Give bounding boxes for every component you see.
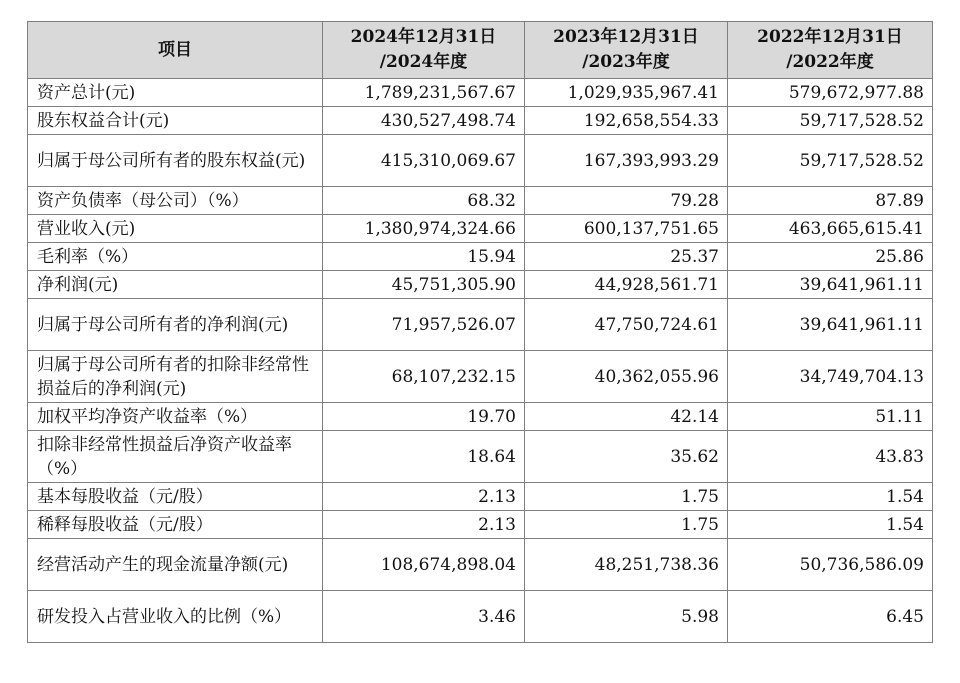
row-value-2023: 42.14 bbox=[525, 403, 728, 431]
row-value-2024: 71,957,526.07 bbox=[323, 299, 525, 351]
row-value-2023: 35.62 bbox=[525, 431, 728, 483]
row-value-2023: 79.28 bbox=[525, 187, 728, 215]
header-2023 bbox=[525, 22, 728, 79]
row-label: 稀释每股收益（元/股） bbox=[28, 511, 323, 539]
table-row bbox=[28, 215, 933, 243]
row-value-2023: 44,928,561.71 bbox=[525, 271, 728, 299]
header-2023-date: 2023年12月31日 bbox=[553, 27, 699, 47]
row-value-2022: 1.54 bbox=[728, 511, 933, 539]
row-value-2022: 463,665,615.41 bbox=[728, 215, 933, 243]
header-item-label: 项目 bbox=[158, 39, 192, 60]
row-value-2022: 50,736,586.09 bbox=[728, 539, 933, 591]
row-label: 净利润(元) bbox=[28, 271, 323, 299]
header-2024 bbox=[323, 22, 525, 79]
header-item bbox=[28, 22, 323, 79]
table-row bbox=[28, 271, 933, 299]
row-value-2022: 59,717,528.52 bbox=[728, 135, 933, 187]
row-value-2023: 48,251,738.36 bbox=[525, 539, 728, 591]
row-value-2024: 415,310,069.67 bbox=[323, 135, 525, 187]
row-value-2023: 167,393,993.29 bbox=[525, 135, 728, 187]
table-row bbox=[28, 431, 933, 483]
row-value-2024: 19.70 bbox=[323, 403, 525, 431]
table-row bbox=[28, 483, 933, 511]
row-value-2022: 1.54 bbox=[728, 483, 933, 511]
table-row bbox=[28, 351, 933, 403]
row-value-2022: 25.86 bbox=[728, 243, 933, 271]
table-header-row bbox=[28, 22, 933, 79]
row-value-2023: 192,658,554.33 bbox=[525, 107, 728, 135]
row-value-2022: 59,717,528.52 bbox=[728, 107, 933, 135]
row-value-2022: 34,749,704.13 bbox=[728, 351, 933, 403]
row-value-2022: 6.45 bbox=[728, 591, 933, 643]
row-value-2024: 68.32 bbox=[323, 187, 525, 215]
row-label: 营业收入(元) bbox=[28, 215, 323, 243]
row-value-2024: 1,380,974,324.66 bbox=[323, 215, 525, 243]
row-label: 研发投入占营业收入的比例（%） bbox=[28, 591, 323, 643]
row-label: 股东权益合计(元) bbox=[28, 107, 323, 135]
header-2022 bbox=[728, 22, 933, 79]
row-value-2023: 25.37 bbox=[525, 243, 728, 271]
table-row bbox=[28, 299, 933, 351]
row-value-2022: 39,641,961.11 bbox=[728, 271, 933, 299]
row-label: 基本每股收益（元/股） bbox=[28, 483, 323, 511]
row-value-2024: 1,789,231,567.67 bbox=[323, 79, 525, 107]
financial-data-table bbox=[27, 21, 933, 643]
row-value-2024: 45,751,305.90 bbox=[323, 271, 525, 299]
row-value-2023: 5.98 bbox=[525, 591, 728, 643]
row-value-2023: 1.75 bbox=[525, 511, 728, 539]
row-value-2022: 87.89 bbox=[728, 187, 933, 215]
header-2022-year: /2022年度 bbox=[786, 52, 874, 72]
table-row bbox=[28, 511, 933, 539]
table-row bbox=[28, 403, 933, 431]
row-value-2022: 39,641,961.11 bbox=[728, 299, 933, 351]
header-2023-year: /2023年度 bbox=[582, 52, 670, 72]
row-value-2024: 3.46 bbox=[323, 591, 525, 643]
row-value-2024: 2.13 bbox=[323, 511, 525, 539]
row-value-2023: 600,137,751.65 bbox=[525, 215, 728, 243]
row-label: 归属于母公司所有者的扣除非经常性损益后的净利润(元) bbox=[28, 351, 323, 403]
row-label: 资产总计(元) bbox=[28, 79, 323, 107]
row-value-2024: 430,527,498.74 bbox=[323, 107, 525, 135]
table-row bbox=[28, 79, 933, 107]
header-2022-date: 2022年12月31日 bbox=[757, 27, 903, 47]
row-label: 经营活动产生的现金流量净额(元) bbox=[28, 539, 323, 591]
row-value-2022: 43.83 bbox=[728, 431, 933, 483]
row-value-2023: 1,029,935,967.41 bbox=[525, 79, 728, 107]
table-body bbox=[28, 79, 933, 643]
row-value-2022: 51.11 bbox=[728, 403, 933, 431]
header-2024-year: /2024年度 bbox=[379, 52, 468, 72]
row-value-2024: 18.64 bbox=[323, 431, 525, 483]
row-value-2023: 47,750,724.61 bbox=[525, 299, 728, 351]
row-label: 归属于母公司所有者的股东权益(元) bbox=[28, 135, 323, 187]
table-row bbox=[28, 107, 933, 135]
row-value-2023: 1.75 bbox=[525, 483, 728, 511]
row-label: 扣除非经常性损益后净资产收益率（%） bbox=[28, 431, 323, 483]
table-row bbox=[28, 135, 933, 187]
table-row bbox=[28, 539, 933, 591]
row-label: 资产负债率（母公司）（%） bbox=[28, 187, 323, 215]
row-value-2023: 40,362,055.96 bbox=[525, 351, 728, 403]
row-label: 加权平均净资产收益率（%） bbox=[28, 403, 323, 431]
row-value-2022: 579,672,977.88 bbox=[728, 79, 933, 107]
row-value-2024: 2.13 bbox=[323, 483, 525, 511]
row-label: 毛利率（%） bbox=[28, 243, 323, 271]
row-value-2024: 68,107,232.15 bbox=[323, 351, 525, 403]
table-row bbox=[28, 243, 933, 271]
row-value-2024: 15.94 bbox=[323, 243, 525, 271]
table-row bbox=[28, 591, 933, 643]
table-row bbox=[28, 187, 933, 215]
row-label: 归属于母公司所有者的净利润(元) bbox=[28, 299, 323, 351]
row-value-2024: 108,674,898.04 bbox=[323, 539, 525, 591]
header-2024-date: 2024年12月31日 bbox=[350, 27, 497, 47]
